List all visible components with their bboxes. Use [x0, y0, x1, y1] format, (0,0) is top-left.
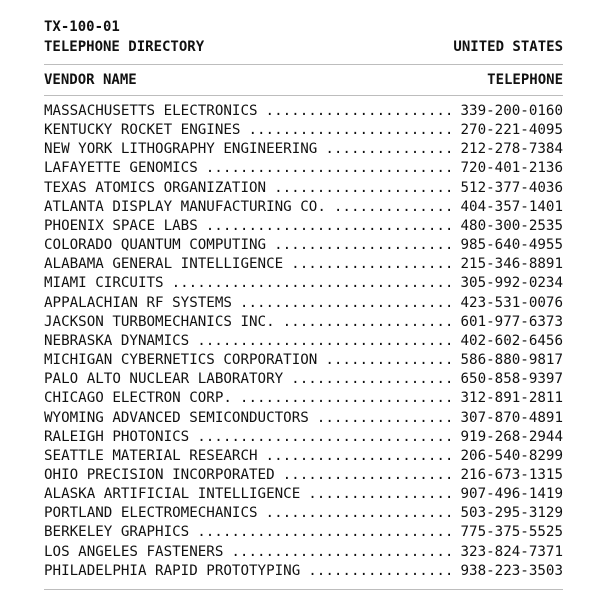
dot-leader: [197, 428, 452, 447]
dot-leader: [308, 562, 452, 581]
telephone-column-header: TELEPHONE: [487, 72, 563, 88]
vendor-column-header: VENDOR NAME: [44, 72, 137, 88]
telephone-number: 339-200-0160: [460, 103, 563, 119]
list-item: [44, 504, 563, 523]
column-headers: [44, 71, 563, 90]
vendor-name: LOS ANGELES FASTENERS: [44, 543, 224, 560]
list-item: [44, 523, 563, 542]
list-item: [44, 447, 563, 466]
dot-leader: [231, 543, 452, 562]
dot-leader: [266, 447, 453, 466]
vendor-name: SEATTLE MATERIAL RESEARCH: [44, 447, 258, 464]
dot-leader: [274, 236, 452, 255]
telephone-number: 323-824-7371: [460, 543, 563, 560]
dot-leader: [291, 255, 452, 274]
telephone-number: 650-858-9397: [460, 371, 563, 388]
list-item: [44, 198, 563, 217]
dot-leader: [291, 370, 452, 389]
vendor-name: MIAMI CIRCUITS: [44, 275, 164, 292]
list-item: [44, 294, 563, 313]
list-item: [44, 121, 563, 140]
list-item: [44, 102, 563, 121]
telephone-number: 919-268-2944: [460, 428, 563, 445]
dot-leader: [266, 504, 453, 523]
vendor-name: CHICAGO ELECTRON CORP.: [44, 390, 232, 407]
telephone-number: 270-221-4095: [460, 122, 563, 139]
dot-leader: [197, 523, 452, 542]
dot-leader: [334, 198, 453, 217]
telephone-number: 307-870-4891: [460, 409, 563, 426]
list-item: [44, 236, 563, 255]
dot-leader: [308, 485, 452, 504]
footer-divider: [44, 589, 563, 590]
telephone-number: 215-346-8891: [460, 256, 563, 273]
dot-leader: [283, 313, 453, 332]
header-divider: [44, 64, 563, 65]
telephone-number: 512-377-4036: [460, 179, 563, 196]
telephone-number: 586-880-9817: [460, 352, 563, 369]
list-item: [44, 274, 563, 293]
list-item: [44, 332, 563, 351]
dot-leader: [317, 409, 453, 428]
vendor-name: ALABAMA GENERAL INTELLIGENCE: [44, 256, 284, 273]
dot-leader: [197, 332, 452, 351]
list-item: [44, 217, 563, 236]
vendor-name: MASSACHUSETTS ELECTRONICS: [44, 103, 258, 119]
document-title: TELEPHONE DIRECTORY: [44, 39, 205, 55]
list-item: [44, 466, 563, 485]
dot-leader: [266, 102, 453, 121]
list-item: [44, 140, 563, 159]
telephone-number: 720-401-2136: [460, 160, 563, 177]
telephone-number: 985-640-4955: [460, 237, 563, 254]
vendor-name: OHIO PRECISION INCORPORATED: [44, 466, 275, 483]
dot-leader: [274, 179, 452, 198]
list-item: [44, 485, 563, 504]
vendor-name: ALASKA ARTIFICIAL INTELLIGENCE: [44, 486, 301, 503]
telephone-number: 775-375-5525: [460, 524, 563, 541]
document-header: [44, 17, 563, 57]
vendor-name: TEXAS ATOMICS ORGANIZATION: [44, 179, 267, 196]
telephone-number: 907-496-1419: [460, 486, 563, 503]
list-item: [44, 370, 563, 389]
dot-leader: [240, 389, 453, 408]
telephone-number: 216-673-1315: [460, 466, 563, 483]
vendor-name: PALO ALTO NUCLEAR LABORATORY: [44, 371, 284, 388]
telephone-number: 503-295-3129: [460, 505, 563, 522]
vendor-name: PHOENIX SPACE LABS: [44, 217, 198, 234]
vendor-name: NEBRASKA DYNAMICS: [44, 332, 190, 349]
document-region: UNITED STATES: [453, 39, 563, 55]
list-item: [44, 179, 563, 198]
telephone-number: 601-977-6373: [460, 313, 563, 330]
list-item: [44, 428, 563, 447]
telephone-number: 938-223-3503: [460, 562, 563, 579]
vendor-name: PHILADELPHIA RAPID PROTOTYPING: [44, 562, 301, 579]
dot-leader: [248, 121, 452, 140]
vendor-name: RALEIGH PHOTONICS: [44, 428, 190, 445]
vendor-name: JACKSON TURBOMECHANICS INC.: [44, 313, 275, 330]
directory-page: [44, 0, 563, 612]
dot-leader: [325, 140, 452, 159]
list-item: [44, 389, 563, 408]
telephone-number: 312-891-2811: [460, 390, 563, 407]
list-item: [44, 543, 563, 562]
dot-leader: [206, 217, 453, 236]
telephone-number: 402-602-6456: [460, 332, 563, 349]
list-item: [44, 562, 563, 581]
list-item: [44, 159, 563, 178]
directory-list: [44, 102, 563, 581]
list-item: [44, 351, 563, 370]
column-header-divider: [44, 95, 563, 96]
document-code: TX-100-01: [44, 19, 120, 35]
vendor-name: NEW YORK LITHOGRAPHY ENGINEERING: [44, 141, 318, 158]
vendor-name: MICHIGAN CYBERNETICS CORPORATION: [44, 352, 318, 369]
vendor-name: PORTLAND ELECTROMECHANICS: [44, 505, 258, 522]
vendor-name: KENTUCKY ROCKET ENGINES: [44, 122, 241, 139]
list-item: [44, 313, 563, 332]
telephone-number: 206-540-8299: [460, 447, 563, 464]
dot-leader: [325, 351, 452, 370]
telephone-number: 480-300-2535: [460, 217, 563, 234]
vendor-name: COLORADO QUANTUM COMPUTING: [44, 237, 267, 254]
list-item: [44, 409, 563, 428]
vendor-name: APPALACHIAN RF SYSTEMS: [44, 294, 232, 311]
vendor-name: BERKELEY GRAPHICS: [44, 524, 190, 541]
telephone-number: 305-992-0234: [460, 275, 563, 292]
telephone-number: 423-531-0076: [460, 294, 563, 311]
vendor-name: WYOMING ADVANCED SEMICONDUCTORS: [44, 409, 309, 426]
dot-leader: [206, 159, 453, 178]
list-item: [44, 255, 563, 274]
telephone-number: 404-357-1401: [460, 198, 563, 215]
telephone-number: 212-278-7384: [460, 141, 563, 158]
dot-leader: [172, 274, 453, 293]
dot-leader: [283, 466, 453, 485]
vendor-name: ATLANTA DISPLAY MANUFACTURING CO.: [44, 198, 326, 215]
dot-leader: [240, 294, 453, 313]
vendor-name: LAFAYETTE GENOMICS: [44, 160, 198, 177]
